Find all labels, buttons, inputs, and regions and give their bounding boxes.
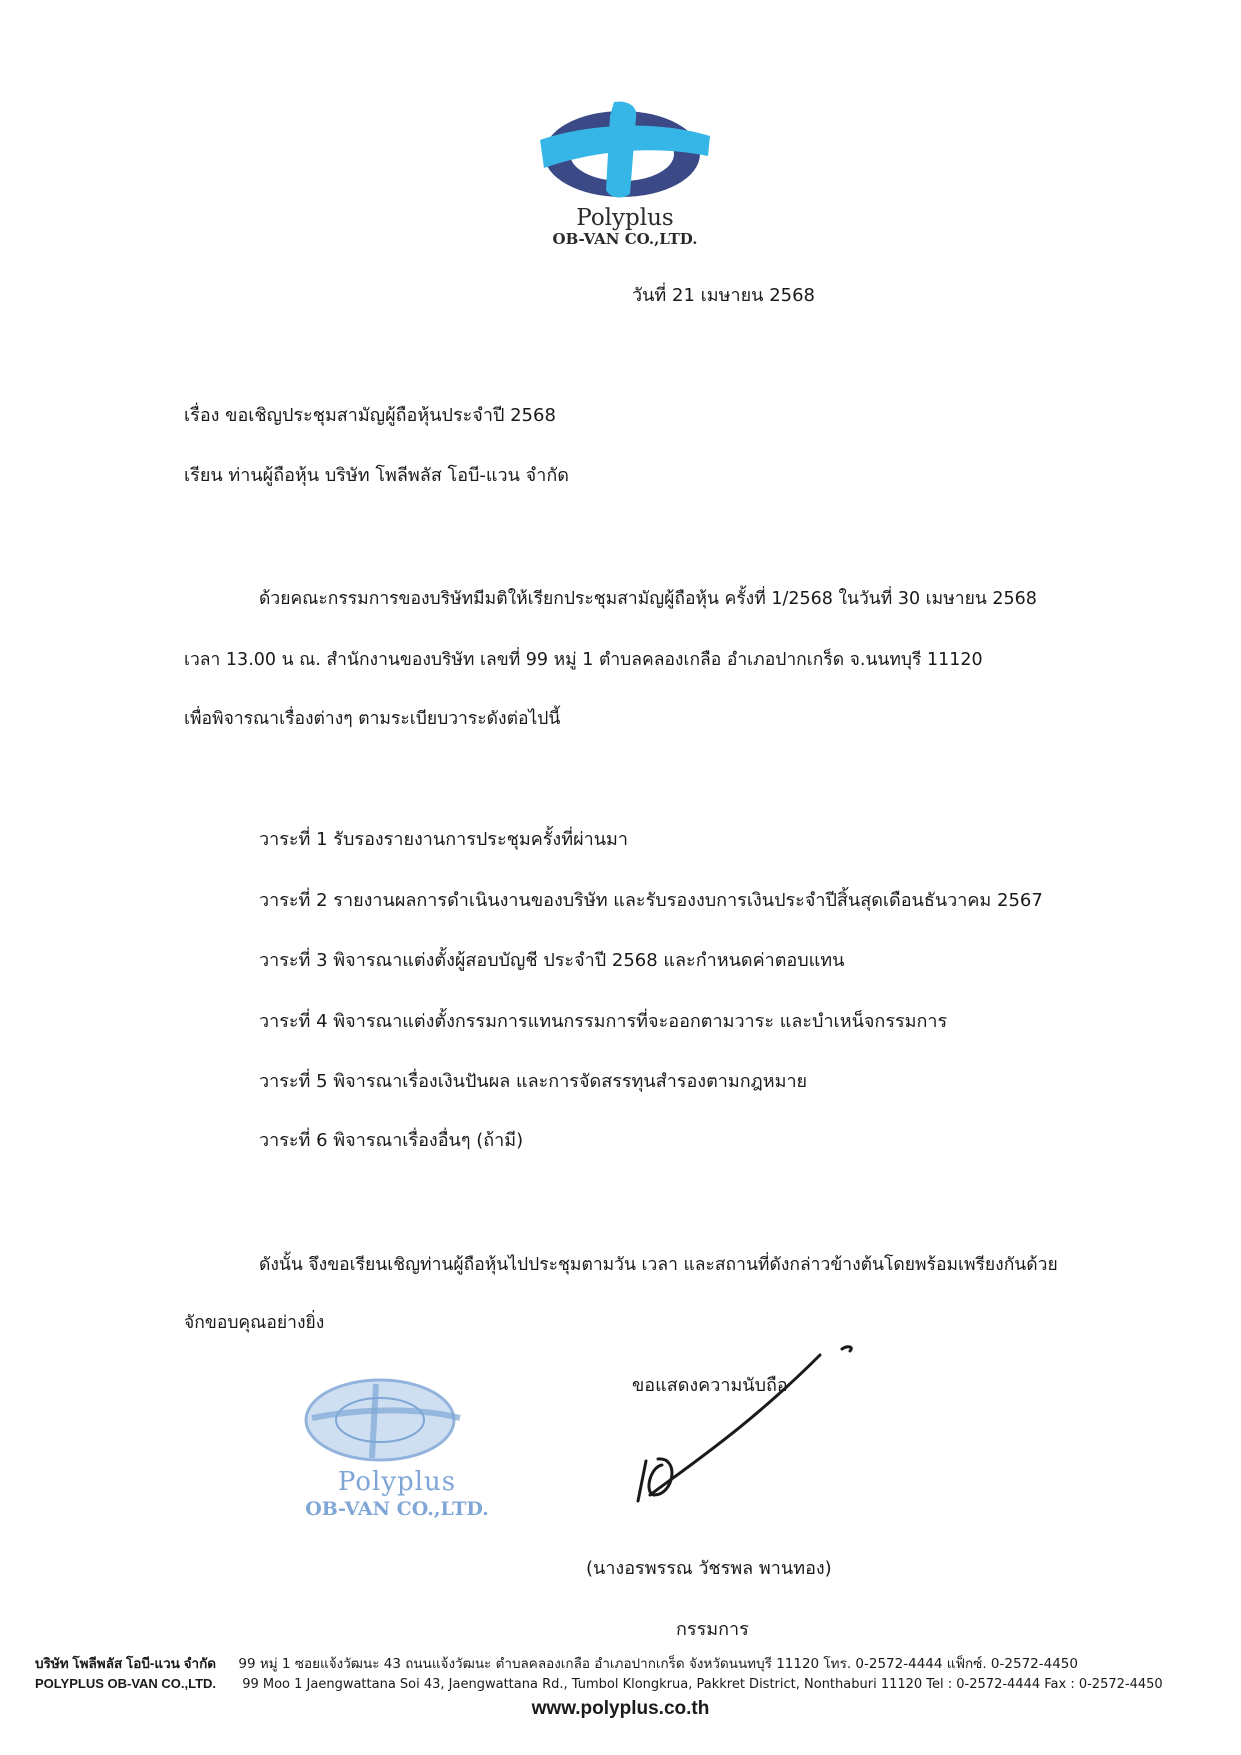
footer-thai-address: 99 หมู่ 1 ซอยแจ้งวัฒนะ 43 ถนนแจ้งวัฒนะ ตำบลคลองเกลือ อำเภอปากเกร็ด จังหวัดนนทบุรี 11120 โทร. 0-2572-4444 แฟ็กซ์. 0-2572-4450 xyxy=(238,1656,1078,1672)
handwritten-signature xyxy=(630,1345,870,1505)
letter-recipient: เรียน ท่านผู้ถือหุ้น บริษัท โพลีพลัส โอบี-แวน จำกัด xyxy=(184,465,569,486)
agenda-item: วาระที่ 2 รายงานผลการดำเนินงานของบริษัท และรับรองงบการเงินประจำปีสิ้นสุดเดือนธันวาคม 2567 xyxy=(259,890,1043,911)
stamp-logo-icon xyxy=(292,1372,502,1472)
polyplus-logo-icon xyxy=(530,96,720,204)
agenda-item: วาระที่ 5 พิจารณาเรื่องเงินปันผล และการจัดสรรทุนสำรองตามกฎหมาย xyxy=(259,1071,808,1092)
agenda-item: วาระที่ 1 รับรองรายงานการประชุมครั้งที่ผ่านมา xyxy=(259,829,629,850)
footer-thai xyxy=(35,1652,1078,1674)
closing-line-1: ดังนั้น จึงขอเรียนเชิญท่านผู้ถือหุ้นไปประชุมตามวัน เวลา และสถานที่ดังกล่าวข้างต้นโดยพร้อมเพรียงกันด้วย xyxy=(259,1255,1058,1275)
body-line-2: เวลา 13.00 น ณ. สำนักงานของบริษัท เลขที่ 99 หมู่ 1 ตำบลคลองเกลือ อำเภอปากเกร็ด จ.นนทบุรี 11120 xyxy=(184,650,983,670)
stamp-company-name: Polyplus xyxy=(337,1467,457,1497)
closing-line-2: จักขอบคุณอย่างยิ่ง xyxy=(184,1313,325,1333)
company-stamp xyxy=(292,1372,502,1532)
footer-thai-company: บริษัท โพลีพลัส โอบี-แวน จำกัด xyxy=(35,1656,217,1671)
signature-mark xyxy=(630,1345,870,1505)
letter-date: วันที่ 21 เมษายน 2568 xyxy=(632,285,815,306)
agenda-item: วาระที่ 6 พิจารณาเรื่องอื่นๆ (ถ้ามี) xyxy=(259,1130,524,1151)
logo-company-legal: OB-VAN CO.,LTD. xyxy=(552,230,698,248)
body-line-1: ด้วยคณะกรรมการของบริษัทมีมติให้เรียกประชุมสามัญผู้ถือหุ้น ครั้งที่ 1/2568 ในวันที่ 30 เมษายน 2568 xyxy=(259,589,1037,609)
letter-subject: เรื่อง ขอเชิญประชุมสามัญผู้ถือหุ้นประจำปี 2568 xyxy=(184,405,556,426)
logo-company-name: Polyplus xyxy=(576,205,674,231)
signatory-title: กรรมการ xyxy=(676,1619,749,1640)
letterhead-logo xyxy=(530,96,720,251)
footer-en-address: 99 Moo 1 Jaengwattana Soi 43, Jaengwattana Rd., Tumbol Klongkrua, Pakkret District, Nonthaburi 11120 Tel : 0-2572-4444 Fax : 0-2572-4450 xyxy=(242,1677,1163,1692)
signature-regards: ขอแสดงความนับถือ xyxy=(632,1375,788,1396)
footer-en-company: POLYPLUS OB-VAN CO.,LTD. xyxy=(35,1676,217,1691)
agenda-item: วาระที่ 4 พิจารณาแต่งตั้งกรรมการแทนกรรมการที่จะออกตามวาระ และบำเหน็จกรรมการ xyxy=(259,1011,948,1032)
signatory-name: (นางอรพรรณ วัชรพล พานทอง) xyxy=(586,1558,832,1579)
footer-website[interactable]: www.polyplus.co.th xyxy=(531,1698,710,1719)
stamp-company-legal: OB-VAN CO.,LTD. xyxy=(305,1498,489,1520)
agenda-item: วาระที่ 3 พิจารณาแต่งตั้งผู้สอบบัญชี ประจำปี 2568 และกำหนดค่าตอบแทน xyxy=(259,950,845,971)
body-line-3: เพื่อพิจารณาเรื่องต่างๆ ตามระเบียบวาระดังต่อไปนี้ xyxy=(184,709,561,729)
footer-english xyxy=(35,1676,1163,1692)
